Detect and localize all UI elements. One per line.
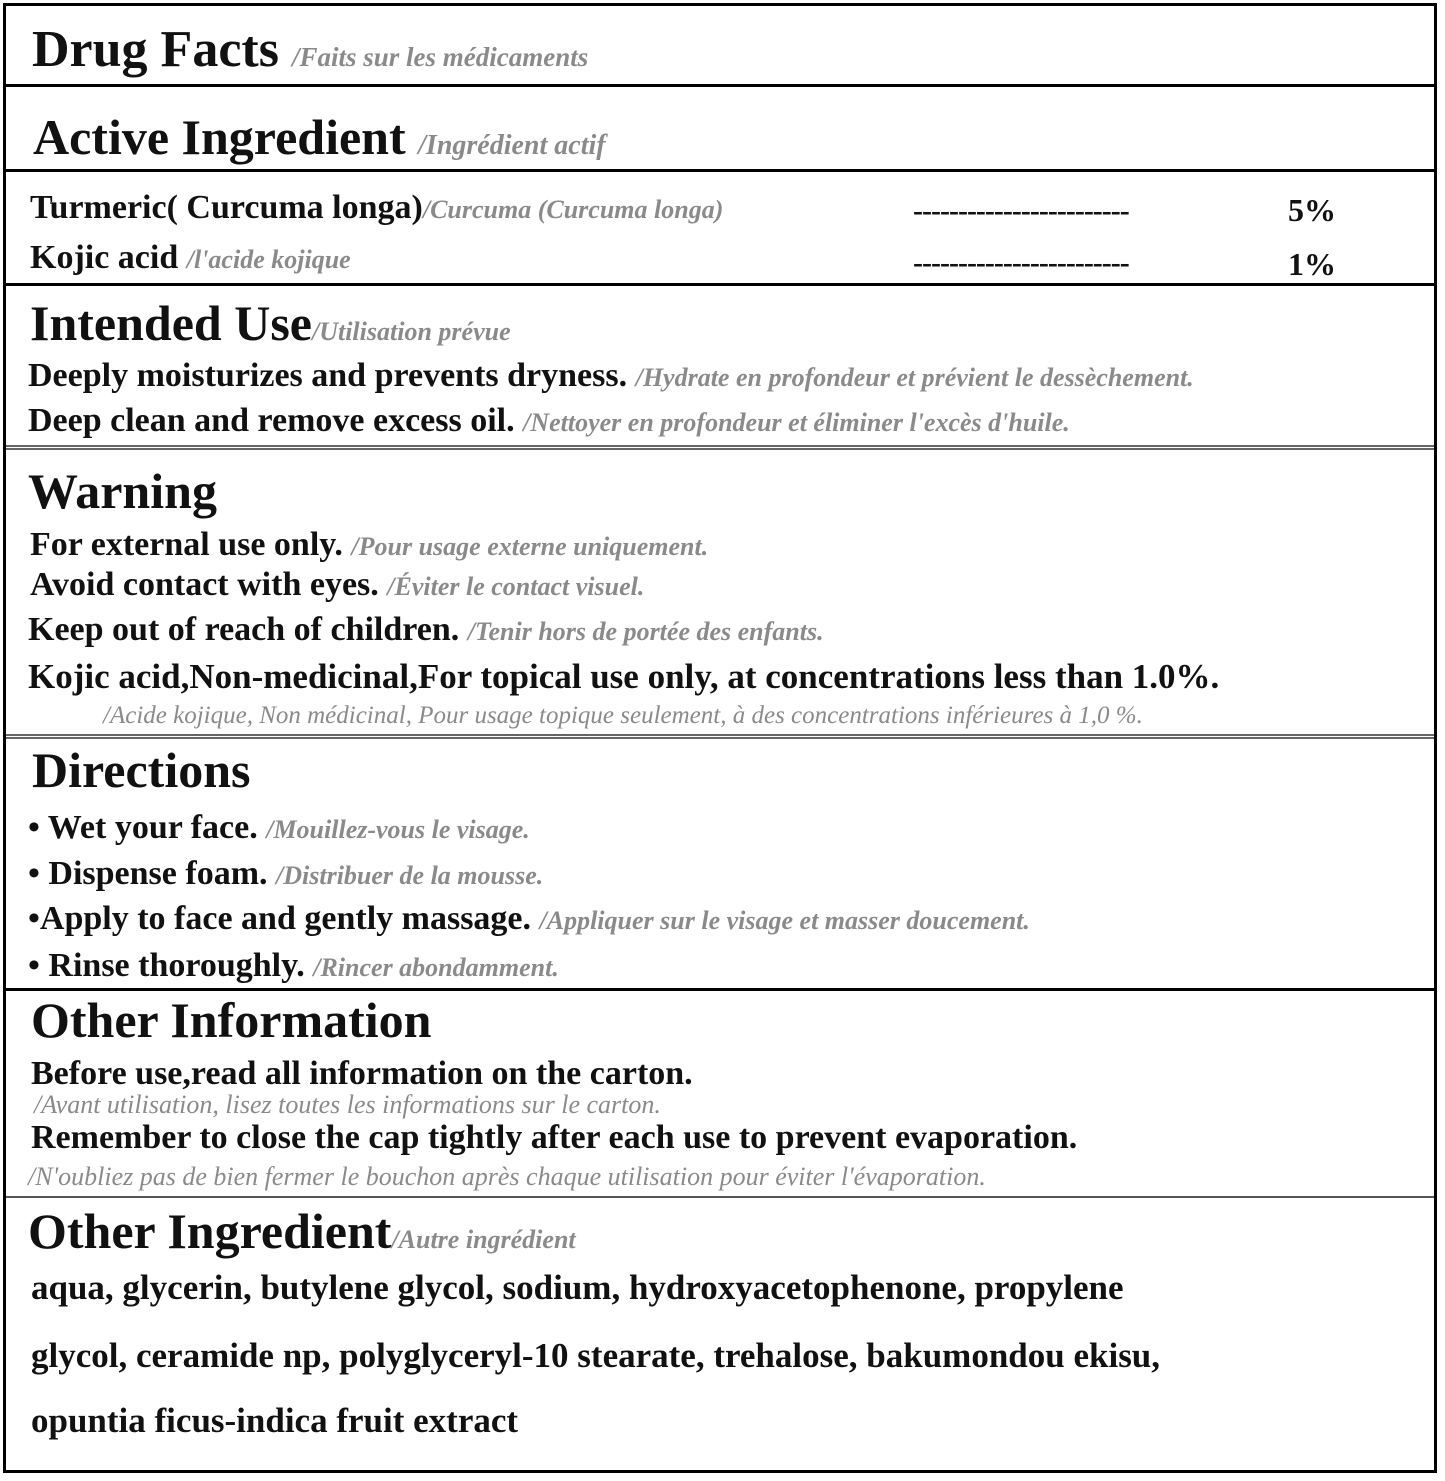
active-item-percent: 1% xyxy=(1288,246,1336,282)
active-item-dashes: ------------------------ xyxy=(913,194,1129,227)
other-ingredient-heading xyxy=(28,1203,576,1259)
active-item-row xyxy=(30,191,723,225)
warning-line-en: Keep out of reach of children. xyxy=(28,611,460,648)
divider xyxy=(6,1196,1434,1198)
other-ingredient-heading-en: Other Ingredient xyxy=(28,1203,392,1259)
direction-step-fr: /Rincer abondamment. xyxy=(313,953,559,982)
ingredient-line: opuntia ficus-indica fruit extract xyxy=(31,1401,519,1440)
active-item-name-fr: /Curcuma (Curcuma longa) xyxy=(422,195,724,224)
other-ingredient-heading-fr: /Autre ingrédient xyxy=(391,1225,576,1254)
warning-line-fr: /Éviter le contact visuel. xyxy=(387,572,645,601)
double-divider xyxy=(6,445,1434,450)
active-heading-fr: /Ingrédient actif xyxy=(418,130,606,161)
kojic-acid-warning-fr: /Acide kojique, Non médicinal, Pour usage topique seulement, à des concentrations inférieures à 1,0 %. xyxy=(103,702,1143,729)
warning-line xyxy=(30,568,644,602)
active-item-name-fr: /l'acide kojique xyxy=(186,245,351,274)
direction-step xyxy=(28,949,559,983)
directions-heading: Directions xyxy=(32,742,251,798)
other-info-line: Remember to close the cap tightly after each use to prevent evaporation. xyxy=(31,1119,1078,1156)
direction-step-en: • Wet your face. xyxy=(28,809,258,846)
direction-step xyxy=(28,902,1030,936)
direction-step-fr: /Appliquer sur le visage et masser doucement. xyxy=(539,906,1030,935)
active-item-dashes: ------------------------ xyxy=(913,246,1129,279)
warning-line-en: Avoid contact with eyes. xyxy=(30,566,379,603)
other-information-heading: Other Information xyxy=(31,992,432,1048)
divider xyxy=(6,988,1434,991)
active-ingredient-heading xyxy=(33,109,606,165)
warning-line-en: For external use only. xyxy=(30,526,343,563)
divider xyxy=(6,283,1434,286)
intended-use-heading xyxy=(30,295,511,351)
active-item-row xyxy=(30,241,351,275)
warning-line-fr: /Pour usage externe uniquement. xyxy=(351,532,709,561)
warning-line xyxy=(30,528,708,562)
intended-heading-fr: /Utilisation prévue xyxy=(311,317,511,346)
direction-step-en: • Dispense foam. xyxy=(28,855,268,892)
ingredient-line: aqua, glycerin, butylene glycol, sodium, hydroxyacetophenone, propylene xyxy=(31,1268,1124,1307)
title-en: Drug Facts xyxy=(32,21,279,78)
active-item-name: Turmeric( Curcuma longa) xyxy=(30,189,423,226)
kojic-acid-warning: Kojic acid,Non-medicinal,For topical use only, at concentrations less than 1.0%. xyxy=(28,657,1220,696)
active-heading-en: Active Ingredient xyxy=(33,109,406,165)
other-info-line: Before use,read all information on the carton. xyxy=(31,1055,693,1092)
direction-step-en: • Rinse thoroughly. xyxy=(28,947,305,984)
title-fr: /Faits sur les médicaments xyxy=(291,42,589,72)
intended-line xyxy=(28,404,1070,438)
warning-heading: Warning xyxy=(28,463,217,519)
intended-line-fr: /Hydrate en profondeur et prévient le dessèchement. xyxy=(635,363,1194,392)
other-info-line-fr: /N'oubliez pas de bien fermer le bouchon après chaque utilisation pour éviter l'évaporation. xyxy=(28,1162,986,1191)
other-info-line-fr: /Avant utilisation, lisez toutes les informations sur le carton. xyxy=(34,1090,661,1119)
warning-line-fr: /Tenir hors de portée des enfants. xyxy=(467,617,824,646)
divider xyxy=(6,84,1434,87)
drug-facts-panel xyxy=(3,3,1437,1473)
direction-step xyxy=(28,857,543,891)
drug-facts-title xyxy=(32,21,589,78)
ingredient-line: glycol, ceramide np, polyglyceryl-10 stearate, trehalose, bakumondou ekisu, xyxy=(31,1336,1161,1375)
active-item-percent: 5% xyxy=(1288,192,1336,228)
direction-step-fr: /Distribuer de la mousse. xyxy=(276,861,544,890)
intended-line-en: Deep clean and remove excess oil. xyxy=(28,402,515,439)
double-divider xyxy=(6,734,1434,739)
direction-step xyxy=(28,811,530,845)
divider xyxy=(6,169,1434,172)
direction-step-fr: /Mouillez-vous le visage. xyxy=(266,815,530,844)
intended-heading-en: Intended Use xyxy=(30,295,312,351)
active-item-name: Kojic acid xyxy=(30,239,179,276)
intended-line-en: Deeply moisturizes and prevents dryness. xyxy=(28,357,628,394)
intended-line-fr: /Nettoyer en profondeur et éliminer l'excès d'huile. xyxy=(523,408,1070,437)
direction-step-en: •Apply to face and gently massage. xyxy=(28,900,532,937)
intended-line xyxy=(28,359,1194,393)
warning-line xyxy=(28,613,824,647)
